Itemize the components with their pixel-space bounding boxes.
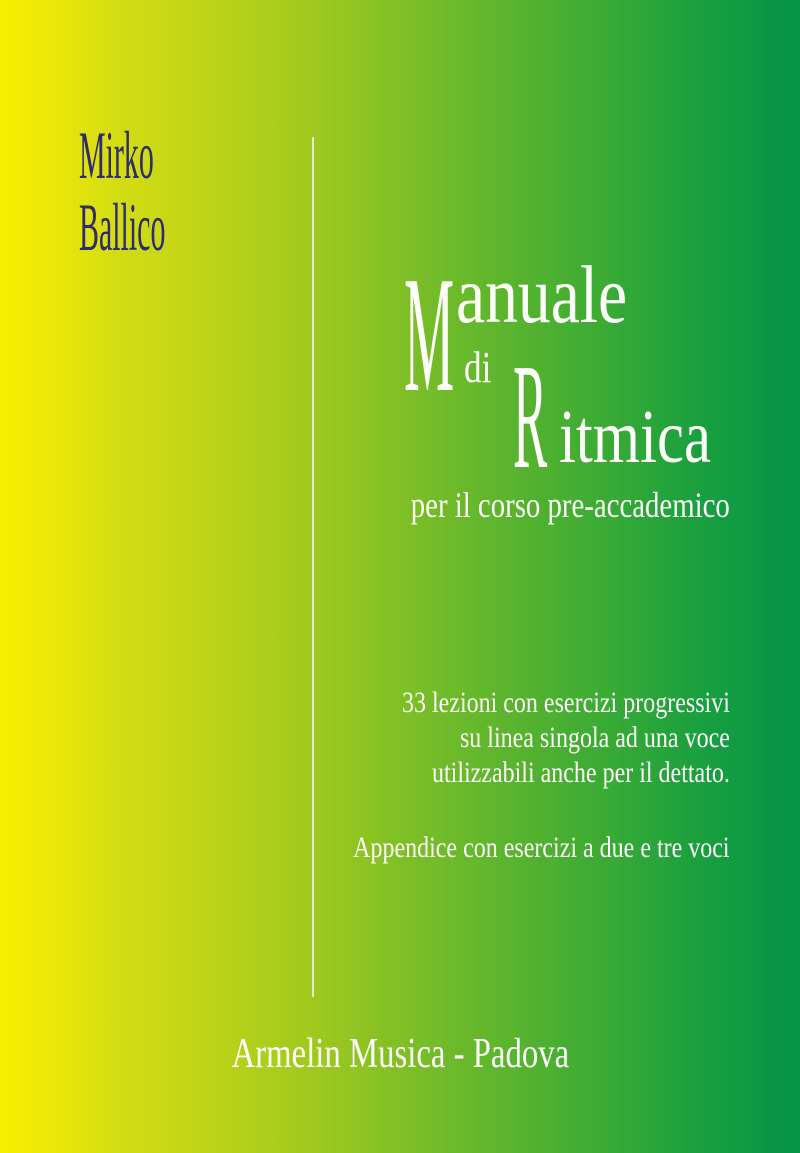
description-line: su linea singola ad una voce (460, 721, 730, 754)
publisher-area (0, 1033, 800, 1075)
title-word-di: di (464, 343, 492, 392)
author-last-name: Ballico (79, 189, 166, 265)
author-name (79, 119, 165, 263)
description-line: utilizzabili anche per il dettato. (432, 756, 730, 789)
divider-line (312, 137, 314, 997)
title-initial-m: M (404, 242, 455, 426)
title-word-itmica: itmica (559, 395, 711, 479)
title-subtitle: per il corso pre-accademico (410, 485, 730, 525)
appendix-line: Appendice con esercizi a due e tre voci (353, 831, 730, 864)
author-first-name: Mirko (79, 117, 154, 193)
title-initial-r: R (513, 332, 548, 500)
description-block (402, 685, 730, 790)
publisher-name: Armelin Musica - Padova (231, 1031, 569, 1077)
description-line: 33 lezioni con esercizi progressivi (402, 686, 730, 719)
title-word-anuale: anuale (456, 249, 628, 340)
